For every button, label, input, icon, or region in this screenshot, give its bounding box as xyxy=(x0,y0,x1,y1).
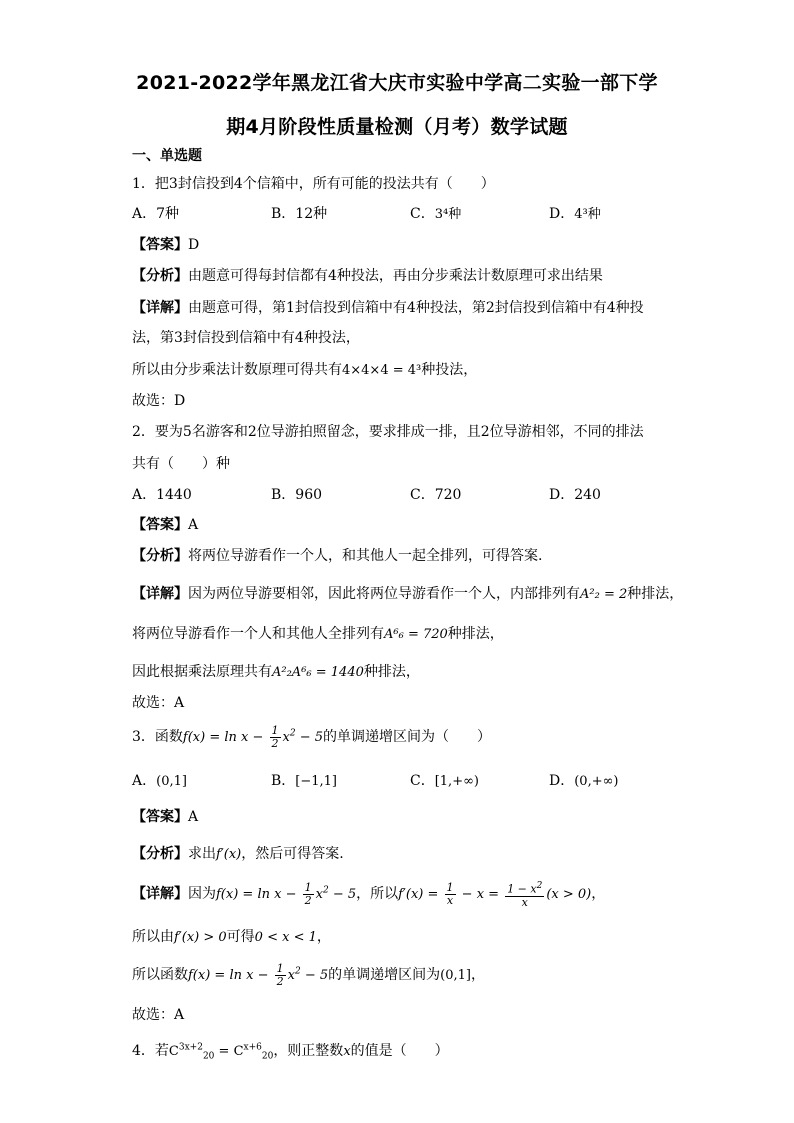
q1-analysis: 【分析】由题意可得每封信都有4种投法，再由分步乘法计数原理可求出结果 xyxy=(132,268,603,284)
q2-detail-line2: 将两位导游看作一个人和其他人全排列有A⁶₆ = 720种排法， xyxy=(132,626,504,642)
q3-detail-line1: 【详解】因为f(x) = ln x − $\frac{1}{2}$ $x^2 - 5$，所以f′(x) = $\frac{1}{x}$ − x = $\frac{1 - x^2}{x}$ (x > 0)， xyxy=(132,880,606,909)
doc-title-line2: 期4月阶段性质量检测（月考）数学试题 xyxy=(226,116,568,138)
q2-detail-line3: 因此根据乘法原理共有A²₂A⁶₆ = 1440种排法， xyxy=(132,664,420,680)
q3-answer: 【答案】A xyxy=(132,809,199,825)
doc-title-line1: 2021-2022学年黑龙江省大庆市实验中学高二实验一部下学 xyxy=(136,72,658,94)
q2-stem-line2: 共有（ ）种 xyxy=(132,456,230,472)
q4-stem: 4．若$C^{3x+2}_{20} = C^{x+6}_{20}$，则正整数x的值是（ ） xyxy=(132,1042,449,1062)
q2-analysis: 【分析】将两位导游看作一个人，和其他人一起全排列，可得答案. xyxy=(132,548,543,564)
q1-answer: 【答案】D xyxy=(132,237,200,253)
q2-option-b: B．960 xyxy=(271,487,323,503)
q1-detail-line1: 【详解】由题意可得，第1封信投到信箱中有4种投法，第2封信投到信箱中有4种投 xyxy=(132,300,644,316)
q3-stem: 3．函数f(x) = ln x − $\frac{1}{2}$ $x^2 - 5$的单调递增区间为（ ） xyxy=(132,724,492,750)
q3-option-c: C．[1,+∞) xyxy=(410,773,479,789)
q2-option-d: D．240 xyxy=(549,487,601,503)
q1-detail-line3: 所以由分步乘法计数原理可得共有4×4×4 = 4³种投法， xyxy=(132,362,478,378)
q2-answer: 【答案】A xyxy=(132,517,199,533)
q2-option-c: C．720 xyxy=(410,487,462,503)
q3-detail-line3: 所以函数f(x) = ln x − $\frac{1}{2}$ $x^2 - 5$的单调递增区间为(0,1]， xyxy=(132,962,485,988)
q1-detail-line2: 法，第3封信投到信箱中有4种投法， xyxy=(132,330,360,346)
section-heading: 一、单选题 xyxy=(132,148,202,164)
q1-option-d: D．4³种 xyxy=(549,206,601,222)
q3-function-formula: f(x) = ln x − $\frac{1}{2}$ $x^2 - 5$ xyxy=(182,724,324,750)
q1-option-c: C．3⁴种 xyxy=(410,206,462,222)
q3-detail-line2: 所以由f′(x) > 0可得0 < x < 1， xyxy=(132,929,331,945)
q1-option-b: B．12种 xyxy=(271,206,328,222)
q1-conclusion: 故选：D xyxy=(132,393,186,409)
q1-option-a: A．7种 xyxy=(132,206,180,222)
q2-stem-line1: 2．要为5名游客和2位导游拍照留念，要求排成一排，且2位导游相邻，不同的排法 xyxy=(132,424,644,440)
q3-conclusion: 故选：A xyxy=(132,1007,185,1023)
q2-option-a: A．1440 xyxy=(132,487,192,503)
q2-conclusion: 故选：A xyxy=(132,695,185,711)
q3-option-b: B．[−1,1] xyxy=(271,773,338,789)
q3-option-a: A．(0,1] xyxy=(132,773,187,789)
q3-option-d: D．(0,+∞) xyxy=(549,773,619,789)
q2-detail-line1: 【详解】因为两位导游要相邻，因此将两位导游看作一个人，内部排列有A²₂ = 2种排法， xyxy=(132,586,684,602)
q3-analysis: 【分析】求出f′(x)，然后可得答案. xyxy=(132,846,344,862)
q1-stem: 1．把3封信投到4个信箱中，所有可能的投法共有（ ） xyxy=(132,176,495,192)
